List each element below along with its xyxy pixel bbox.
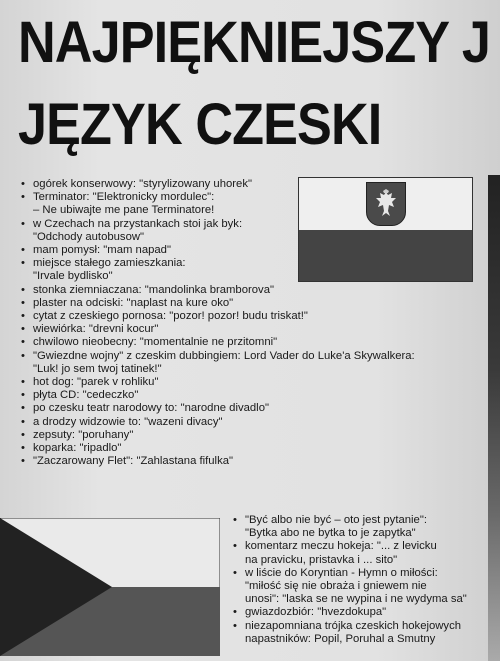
item-text-continued: "Odchody autobusow" — [33, 230, 145, 243]
list-item — [20, 455, 480, 468]
item-text-continued: "miłość się nie obraża i gniewem nie — [245, 580, 427, 593]
right-edge-image — [488, 175, 500, 661]
item-text: • niezapomniana trójka czeskich hokejowych — [245, 619, 462, 632]
list-item — [232, 514, 482, 540]
list-item — [232, 606, 482, 619]
item-text: • miejsce stałego zamieszkania: — [33, 257, 186, 270]
item-text-continued: – Ne ubiwajte me pane Terminatore! — [33, 204, 215, 217]
title-line-1: NAJPIĘKNIEJSZY J — [18, 10, 491, 75]
list-item — [20, 218, 480, 244]
item-text: • plaster na odciski: "naplast na kure oko" — [33, 296, 234, 309]
item-text: • koparka: "ripadlo" — [33, 442, 122, 455]
item-text-continued: "Luk! jo sem twoj tatinek!" — [33, 362, 162, 375]
item-text: • w Czechach na przystankach stoi jak byk: — [33, 217, 243, 230]
list-item — [20, 376, 480, 389]
item-text: • wiewiórka: "drevni kocur" — [33, 323, 159, 336]
item-text: • "Gwiezdne wojny" z czeskim dubbingiem: Lord Vader do Luke'a Skywalkera: — [33, 349, 415, 362]
item-text-continued: napastników: Popil, Poruhal a Smutny — [245, 632, 436, 645]
list-item — [232, 540, 482, 566]
left-column-list — [20, 178, 480, 468]
item-text: • "Być albo nie być – oto jest pytanie": — [245, 514, 427, 526]
item-text: • chwilowo nieobecny: "momentalnie ne przitomni" — [33, 336, 278, 349]
item-text: • cytat z czeskiego pornosa: "pozor! pozor! budu triskat!" — [33, 310, 308, 323]
list-item — [232, 620, 482, 646]
item-text: • zepsuty: "poruhany" — [33, 428, 134, 441]
item-text: • "Zaczarowany Flet": "Zahlastana fifulka" — [33, 455, 234, 468]
item-text: • ogórek konserwowy: "styrylizowany uhorek" — [33, 178, 252, 190]
list-item — [20, 336, 480, 349]
item-text: • stonka ziemniaczana: "mandolinka bramborova" — [33, 283, 274, 296]
list-item — [20, 389, 480, 402]
item-text: • w liście do Koryntian - Hymn o miłości: — [245, 566, 438, 579]
list-item — [20, 350, 480, 376]
item-text: • gwiazdozbiór: "hvezdokupa" — [245, 606, 387, 619]
list-item — [20, 191, 480, 217]
item-text: • płyta CD: "cedeczko" — [33, 389, 139, 402]
list-item — [232, 567, 482, 607]
item-text-continued: na pravicku, pristavka i ... sito" — [245, 553, 398, 566]
right-column-list — [232, 514, 482, 646]
list-item — [20, 257, 480, 283]
list-item — [20, 416, 480, 429]
list-item — [20, 310, 480, 323]
list-item — [20, 297, 480, 310]
title-line-2: JĘZYK CZESKI — [18, 92, 382, 157]
list-item — [20, 442, 480, 455]
list-item — [20, 429, 480, 442]
item-text: • po czesku teatr narodowy to: "narodne divadlo" — [33, 402, 269, 415]
item-text: • mam pomysł: "mam napad" — [33, 244, 171, 257]
item-text: • hot dog: "parek v rohliku" — [33, 376, 159, 389]
item-text-continued: unosi": "laska se ne wypina i ne wydyma sa" — [245, 593, 467, 606]
list-item — [20, 284, 480, 297]
item-text-continued: "Bytka abo ne bytka to je zapytka" — [245, 527, 416, 540]
item-text: • komentarz meczu hokeja: "... z levicku — [245, 540, 437, 553]
czech-flag — [0, 518, 220, 656]
item-text-continued: "Irvale bydlisko" — [33, 270, 113, 283]
list-item — [20, 178, 480, 191]
list-item — [20, 323, 480, 336]
list-item — [20, 402, 480, 415]
list-item — [20, 244, 480, 257]
item-text: • Terminator: "Elektronicky mordulec": — [33, 191, 215, 204]
item-text: • a drodzy widzowie to: "wazeni divacy" — [33, 415, 223, 428]
